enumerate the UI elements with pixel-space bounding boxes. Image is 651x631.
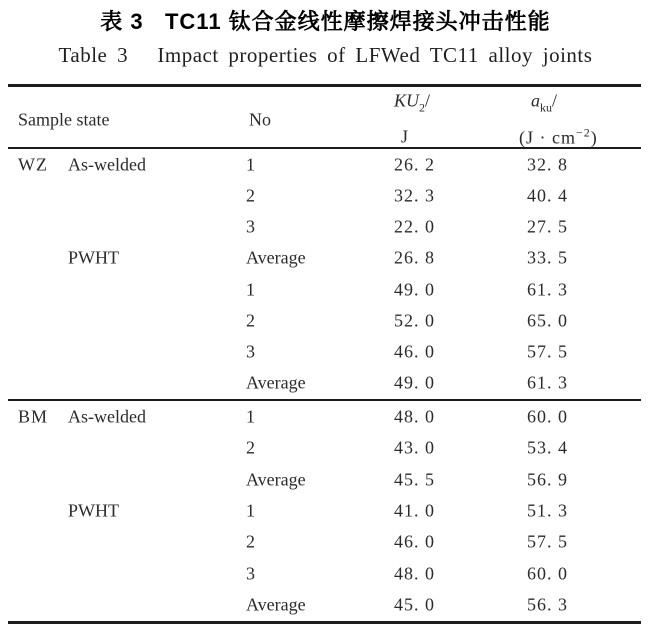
- specimen-no: 3: [246, 216, 255, 237]
- aku-unit-prefix: (J · cm: [519, 127, 576, 148]
- aku-unit-exponent: −2: [575, 125, 591, 140]
- specimen-no: Average: [246, 594, 306, 615]
- sample-state: PWHT: [68, 500, 119, 521]
- aku-value: 61. 3: [527, 279, 568, 300]
- specimen-no: 3: [246, 341, 255, 362]
- aku-value: 27. 5: [527, 216, 568, 237]
- ku2-header: [394, 91, 430, 116]
- aku-value: 57. 5: [527, 531, 568, 552]
- aku-value: 33. 5: [527, 247, 568, 268]
- sample-group: WZ: [18, 154, 48, 175]
- table-row: [8, 401, 641, 432]
- ku-value: 26. 8: [394, 247, 435, 268]
- ku-value: 49. 0: [394, 372, 435, 393]
- base-metal-section: [8, 401, 641, 621]
- aku-value: 57. 5: [527, 341, 568, 362]
- sample-state: As-welded: [68, 154, 146, 175]
- specimen-no: 3: [246, 563, 255, 584]
- ku2-slash: /: [425, 90, 431, 111]
- table-row: [8, 432, 641, 463]
- specimen-no: 1: [246, 406, 255, 427]
- aku-slash: /: [552, 90, 558, 111]
- aku-value: 32. 8: [527, 154, 568, 175]
- sample-state: As-welded: [68, 406, 146, 427]
- impact-properties-table: [8, 84, 641, 625]
- specimen-no: 2: [246, 531, 255, 552]
- table-header-row: [8, 87, 641, 147]
- ku-value: 49. 0: [394, 279, 435, 300]
- aku-unit-suffix: ): [590, 127, 598, 148]
- aku-header: [531, 91, 557, 116]
- no-header: No: [249, 109, 271, 130]
- specimen-no: 2: [246, 185, 255, 206]
- aku-value: 60. 0: [527, 563, 568, 584]
- table-row: [8, 368, 641, 399]
- ku-value: 46. 0: [394, 341, 435, 362]
- table-row: [8, 464, 641, 495]
- specimen-no: 2: [246, 437, 255, 458]
- table-row: [8, 180, 641, 211]
- table-row: [8, 243, 641, 274]
- table-row: [8, 337, 641, 368]
- aku-value: 40. 4: [527, 185, 568, 206]
- specimen-no: Average: [246, 469, 306, 490]
- ku-value: 48. 0: [394, 563, 435, 584]
- ku-value: 43. 0: [394, 437, 435, 458]
- specimen-no: Average: [246, 247, 306, 268]
- ku2-unit: J: [401, 126, 409, 147]
- ku-value: 45. 5: [394, 469, 435, 490]
- sample-state-header: Sample state: [18, 109, 110, 130]
- aku-subscript: ku: [540, 100, 552, 115]
- sample-group: BM: [18, 406, 49, 427]
- aku-value: 51. 3: [527, 500, 568, 521]
- ku-value: 41. 0: [394, 500, 435, 521]
- ku-value: 52. 0: [394, 310, 435, 331]
- specimen-no: Average: [246, 372, 306, 393]
- ku-value: 22. 0: [394, 216, 435, 237]
- table-row: [8, 212, 641, 243]
- aku-value: 60. 0: [527, 406, 568, 427]
- table-row: [8, 274, 641, 305]
- ku2-symbol: KU: [394, 90, 420, 111]
- aku-unit: [519, 126, 598, 149]
- table-row: [8, 527, 641, 558]
- table-row: [8, 305, 641, 336]
- table-row: [8, 558, 641, 589]
- ku-value: 26. 2: [394, 154, 435, 175]
- aku-value: 53. 4: [527, 437, 568, 458]
- aku-symbol: a: [531, 90, 540, 111]
- specimen-no: 1: [246, 500, 255, 521]
- specimen-no: 2: [246, 310, 255, 331]
- ku-value: 46. 0: [394, 531, 435, 552]
- table-title-zh: 表 3 TC11 钛合金线性摩擦焊接头冲击性能: [100, 9, 551, 34]
- specimen-no: 1: [246, 279, 255, 300]
- table-row: [8, 590, 641, 621]
- aku-value: 56. 9: [527, 469, 568, 490]
- ku-value: 48. 0: [394, 406, 435, 427]
- weld-zone-section: [8, 149, 641, 399]
- aku-value: 61. 3: [527, 372, 568, 393]
- aku-value: 56. 3: [527, 594, 568, 615]
- table-rule-bottom: [8, 621, 641, 624]
- specimen-no: 1: [246, 154, 255, 175]
- table-title-en: Table 3 Impact properties of LFWed TC11 alloy joints: [58, 43, 593, 67]
- table-row: [8, 149, 641, 180]
- ku-value: 45. 0: [394, 594, 435, 615]
- table-row: [8, 495, 641, 526]
- aku-value: 65. 0: [527, 310, 568, 331]
- ku2-subscript: 2: [419, 100, 426, 115]
- sample-state: PWHT: [68, 247, 119, 268]
- ku-value: 32. 3: [394, 185, 435, 206]
